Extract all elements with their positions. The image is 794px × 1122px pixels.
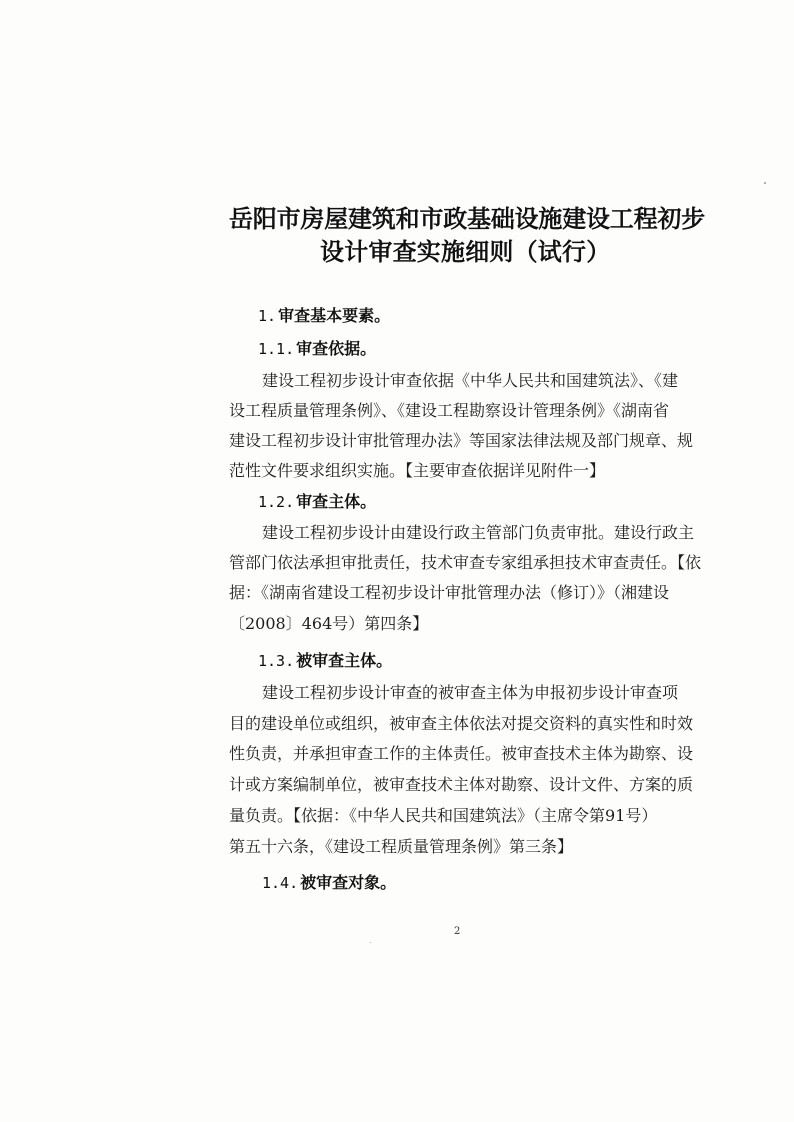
document-title-line-1: 岳阳市房屋建筑和市政基础设施建设工程初步: [229, 205, 705, 233]
section-1-heading: [258, 305, 390, 327]
section-title: 被审查主体。: [296, 651, 393, 670]
paragraph-line: 范性文件要求组织实施。【主要审查依据详见附件一】: [229, 461, 606, 480]
section-number: 1.: [258, 307, 277, 325]
paragraph-line: 建设工程初步设计审批管理办法》等国家法律法规及部门规章、规: [229, 431, 694, 450]
paragraph-line: 据：《湖南省建设工程初步设计审批管理办法（修订）》（湘建设: [229, 583, 670, 602]
paragraph-line: 第五十六条，《建设工程质量管理条例》第三条】: [229, 837, 574, 856]
section-1-3-heading: [258, 650, 392, 672]
section-number: 1.1.: [258, 340, 295, 358]
document-title-line-2: 设计审查实施细则（试行）: [320, 238, 611, 266]
section-number: 1.2.: [258, 493, 295, 511]
section-title: 被审查对象。: [300, 873, 397, 892]
scan-speck: [764, 182, 766, 184]
section-title: 审查依据。: [296, 339, 377, 358]
section-1-1-heading: [258, 338, 376, 360]
paragraph-line: 计或方案编制单位，被审查技术主体对勘察、设计文件、方案的质: [229, 775, 694, 794]
paragraph-line: 目的建设单位或组织，被审查主体依法对提交资料的真实性和时效: [229, 714, 694, 733]
section-number: 1.3.: [258, 652, 295, 670]
scan-speck: [370, 942, 371, 943]
page-number: 2: [454, 926, 461, 937]
section-title: 审查主体。: [296, 492, 377, 511]
paragraph-line: 建设工程初步设计审查的被审查主体为申报初步设计审查项: [262, 683, 679, 702]
section-number: 1.4.: [262, 874, 299, 892]
paragraph-line: 量负责。【依据：《中华人民共和国建筑法》（主席令第91号）: [229, 806, 658, 825]
paragraph-line: 建设工程初步设计审查依据《中华人民共和国建筑法》、《建: [262, 371, 679, 390]
section-1-2-heading: [258, 491, 376, 513]
section-1-4-heading: [262, 872, 396, 894]
paragraph-line: 建设工程初步设计由建设行政主管部门负责审批。建设行政主: [262, 523, 695, 542]
paragraph-line: 管部门依法承担审批责任，技术审查专家组承担技术审查责任。【依: [229, 553, 702, 572]
paragraph-line: 〔2008〕464号）第四条】: [229, 614, 429, 633]
section-title: 审查基本要素。: [278, 306, 391, 325]
paragraph-line: 性负责，并承担审查工作的主体责任。被审查技术主体为勘察、设: [229, 744, 694, 763]
paragraph-line: 设工程质量管理条例》、《建设工程勘察设计管理条例》《湖南省: [229, 401, 670, 420]
